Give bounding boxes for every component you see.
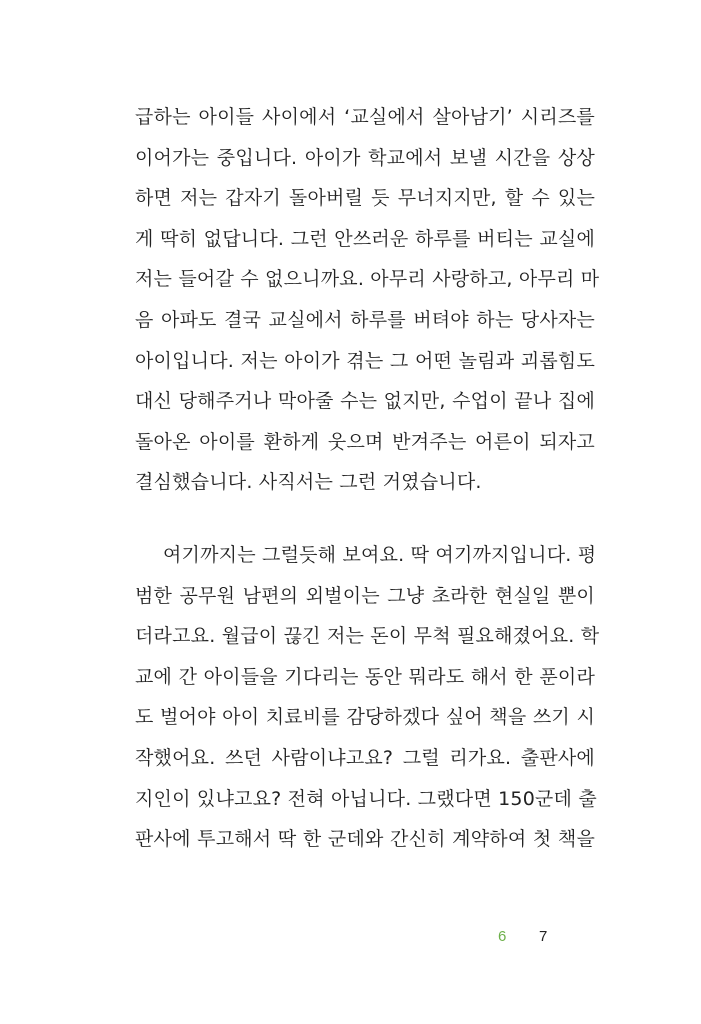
text-line: 작했어요. 쓰던 사람이냐고요? 그럴 리가요. 출판사에 xyxy=(135,746,595,769)
text-line: 게 딱히 없답니다. 그런 안쓰러운 하루를 버티는 교실에 xyxy=(135,227,595,250)
paragraph-2 xyxy=(135,535,600,860)
page-number-right: 7 xyxy=(539,928,548,945)
text-line: 돌아온 아이를 환하게 웃으며 반겨주는 어른이 되자고 xyxy=(135,430,595,453)
text-line: 음 아파도 결국 교실에서 하루를 버텨야 하는 당사자는 xyxy=(135,308,595,331)
text-line: 여기까지는 그럴듯해 보여요. 딱 여기까지입니다. 평 xyxy=(163,544,597,566)
text-line: 대신 당해주거나 막아줄 수는 없지만, 수업이 끝나 집에 xyxy=(135,390,595,413)
text-line: 급하는 아이들 사이에서 ‘교실에서 살아남기’ 시리즈를 xyxy=(135,106,595,128)
text-line: 도 벌어야 아이 치료비를 감당하겠다 싶어 책을 쓰기 시 xyxy=(135,706,595,729)
text-line: 더라고요. 월급이 끊긴 저는 돈이 무척 필요해졌어요. 학 xyxy=(135,625,600,648)
text-line: 저는 들어갈 수 없으니까요. 아무리 사랑하고, 아무리 마 xyxy=(135,268,600,291)
text-line: 아이입니다. 저는 아이가 겪는 그 어떤 놀림과 괴롭힘도 xyxy=(135,349,595,372)
text-line: 범한 공무원 남편의 외벌이는 그냥 초라한 현실일 뿐이 xyxy=(135,584,595,607)
page-number-left: 6 xyxy=(498,928,507,945)
text-line: 교에 간 아이들을 기다리는 동안 뭐라도 해서 한 푼이라 xyxy=(135,665,595,688)
text-line: 판사에 투고해서 딱 한 군데와 간신히 계약하여 첫 책을 xyxy=(135,828,595,851)
text-line: 지인이 있냐고요? 전혀 아닙니다. 그랬다면 150군데 출 xyxy=(135,787,597,810)
paragraph-1 xyxy=(135,97,600,503)
text-line: 결심했습니다. 사직서는 그런 거였습니다. xyxy=(135,471,482,494)
text-line: 하면 저는 갑자기 돌아버릴 듯 무너지지만, 할 수 있는 xyxy=(135,187,595,210)
text-line: 이어가는 중입니다. 아이가 학교에서 보낼 시간을 상상 xyxy=(135,146,595,169)
